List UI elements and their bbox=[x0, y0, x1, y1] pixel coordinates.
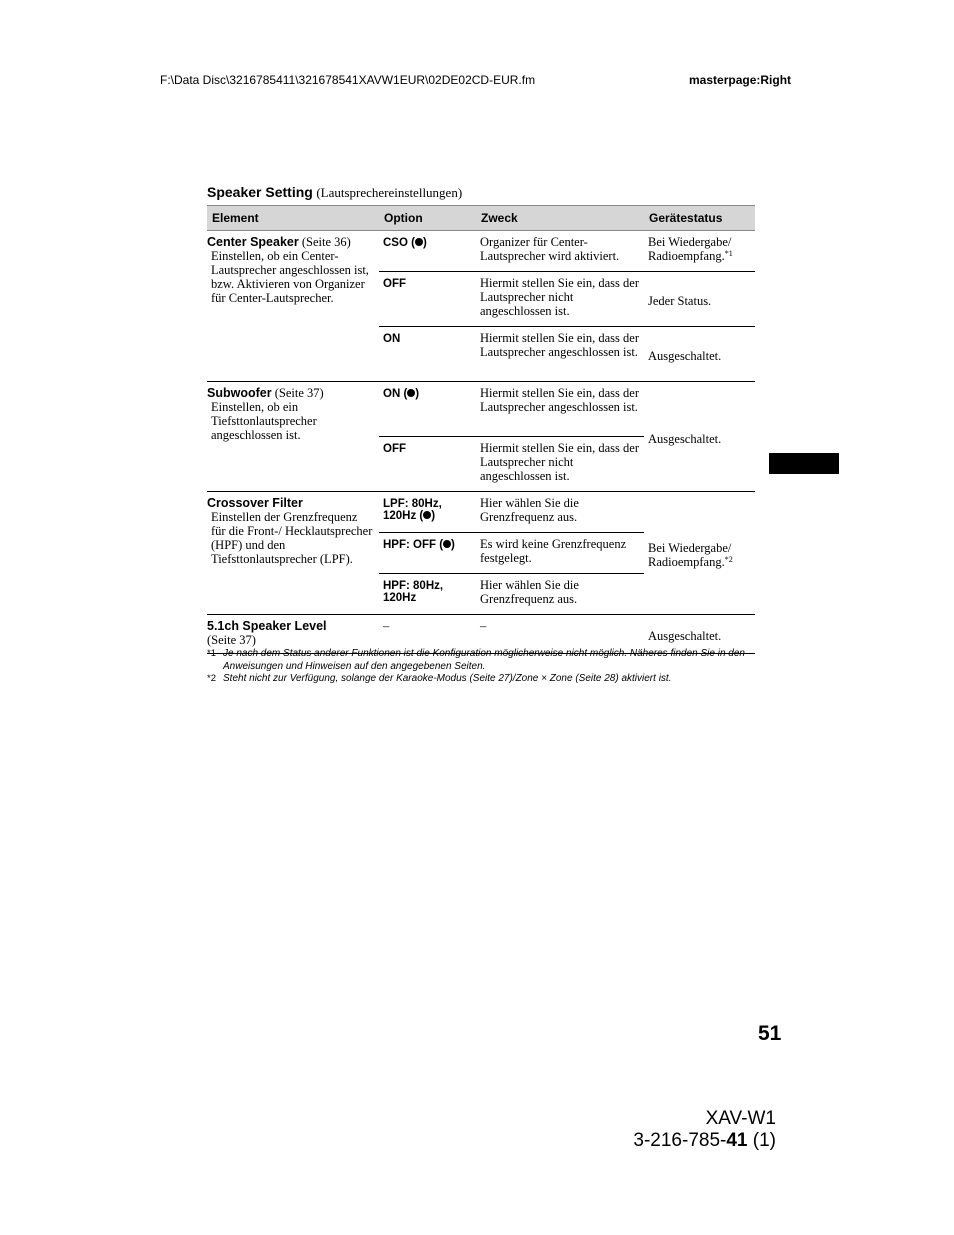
purpose-cell: Hier wählen Sie die Grenzfrequenz aus. bbox=[476, 492, 644, 533]
col-header-option: Option bbox=[379, 206, 476, 231]
table-row bbox=[207, 492, 755, 533]
option-cell: LPF: 80Hz, 120Hz ( ) bbox=[379, 492, 476, 533]
table-row bbox=[207, 382, 755, 437]
purpose-cell: – bbox=[476, 615, 644, 654]
footnote-1: *1 Je nach dem Status anderer Funktionen ist die Konfiguration möglicherweise nicht möglich. Näheres finden Sie in den Anweisungen und Hinweisen auf den angegebenen Seiten. bbox=[207, 648, 745, 672]
element-speaker-level: 5.1ch Speaker Level (Seite 37) bbox=[207, 615, 379, 654]
footnotes bbox=[207, 648, 759, 686]
purpose-cell: Hiermit stellen Sie ein, dass der Lautsprecher nicht angeschlossen ist. bbox=[476, 272, 644, 327]
purpose-cell: Hier wählen Sie die Grenzfrequenz aus. bbox=[476, 574, 644, 615]
purpose-cell: Organizer für Center-Lautsprecher wird aktiviert. bbox=[476, 231, 644, 272]
option-cell: ON ( ) bbox=[379, 382, 476, 437]
option-cell: ON bbox=[379, 327, 476, 382]
default-dot-icon bbox=[415, 238, 423, 246]
purpose-cell: Es wird keine Grenzfrequenz festgelegt. bbox=[476, 533, 644, 574]
element-description: Einstellen, ob ein Tiefsttonlautsprecher angeschlossen ist. bbox=[211, 400, 317, 442]
section-subtitle: (Lautsprechereinstellungen) bbox=[316, 185, 463, 200]
status-cell: Bei Wiedergabe/ Radioempfang.$^{*1}$ bbox=[644, 231, 755, 272]
status-cell: Ausgeschaltet. bbox=[644, 327, 755, 382]
header-masterpage: masterpage:Right bbox=[689, 73, 792, 87]
section-tab-marker bbox=[769, 453, 839, 474]
purpose-cell: Hiermit stellen Sie ein, dass der Lautsprecher angeschlossen ist. bbox=[476, 382, 644, 437]
section-title-main: Speaker Setting bbox=[207, 184, 313, 200]
element-description: Einstellen, ob ein Center-Lautsprecher angeschlossen ist, bzw. Aktivieren von Organizer für Center-Lautsprecher. bbox=[211, 249, 369, 305]
status-cell: Jeder Status. bbox=[644, 272, 755, 327]
default-dot-icon bbox=[443, 540, 451, 548]
element-description: Einstellen der Grenzfrequenz für die Front-/ Hecklautsprecher (HPF) und den Tiefsttonlautsprecher (LPF). bbox=[211, 510, 373, 566]
option-cell: – bbox=[379, 615, 476, 654]
footnote-ref: *2 bbox=[724, 555, 733, 564]
table-header-row bbox=[207, 206, 755, 231]
element-center-speaker: Center Speaker (Seite 36) Einstellen, ob ein Center-Lautsprecher angeschlossen ist, bzw. Aktivieren von Organizer für Center-Lautsprecher. bbox=[207, 231, 379, 382]
section-title bbox=[207, 184, 462, 202]
col-header-element: Element bbox=[207, 206, 379, 231]
page-number: 51 bbox=[758, 1022, 782, 1045]
element-crossover-filter: Crossover Filter Einstellen der Grenzfrequenz für die Front-/ Hecklautsprecher (HPF) und den Tiefsttonlautsprecher (LPF). bbox=[207, 492, 379, 615]
option-cell: OFF bbox=[379, 272, 476, 327]
table-row bbox=[207, 231, 755, 272]
status-cell: Bei Wiedergabe/ Radioempfang.$^{*2}$ bbox=[644, 492, 755, 615]
status-cell: Ausgeschaltet. bbox=[644, 615, 755, 654]
footnote-2: *2 Steht nicht zur Verfügung, solange der Karaoke-Modus (Seite 27)/Zone × Zone (Seite 28) aktiviert ist. bbox=[207, 673, 672, 684]
option-cell: CSO ( ) bbox=[379, 231, 476, 272]
header-file-path: F:\Data Disc\3216785411\321678541XAVW1EUR\02DE02CD-EUR.fm bbox=[160, 73, 536, 87]
model-name: XAV-W1 bbox=[705, 1108, 776, 1129]
settings-table bbox=[207, 205, 755, 654]
option-cell: HPF: 80Hz, 120Hz bbox=[379, 574, 476, 615]
col-header-purpose: Zweck bbox=[476, 206, 644, 231]
option-cell: HPF: OFF ( ) bbox=[379, 533, 476, 574]
col-header-status: Gerätestatus bbox=[644, 206, 755, 231]
element-subwoofer: Subwoofer (Seite 37) Einstellen, ob ein Tiefsttonlautsprecher angeschlossen ist. bbox=[207, 382, 379, 492]
footnote-ref: *1 bbox=[724, 249, 733, 258]
status-cell: Ausgeschaltet. bbox=[644, 382, 755, 492]
purpose-cell: Hiermit stellen Sie ein, dass der Lautsprecher angeschlossen ist. bbox=[476, 327, 644, 382]
model-code: 3-216-785-41 (1) bbox=[633, 1130, 776, 1151]
option-cell: OFF bbox=[379, 437, 476, 492]
purpose-cell: Hiermit stellen Sie ein, dass der Lautsprecher nicht angeschlossen ist. bbox=[476, 437, 644, 492]
